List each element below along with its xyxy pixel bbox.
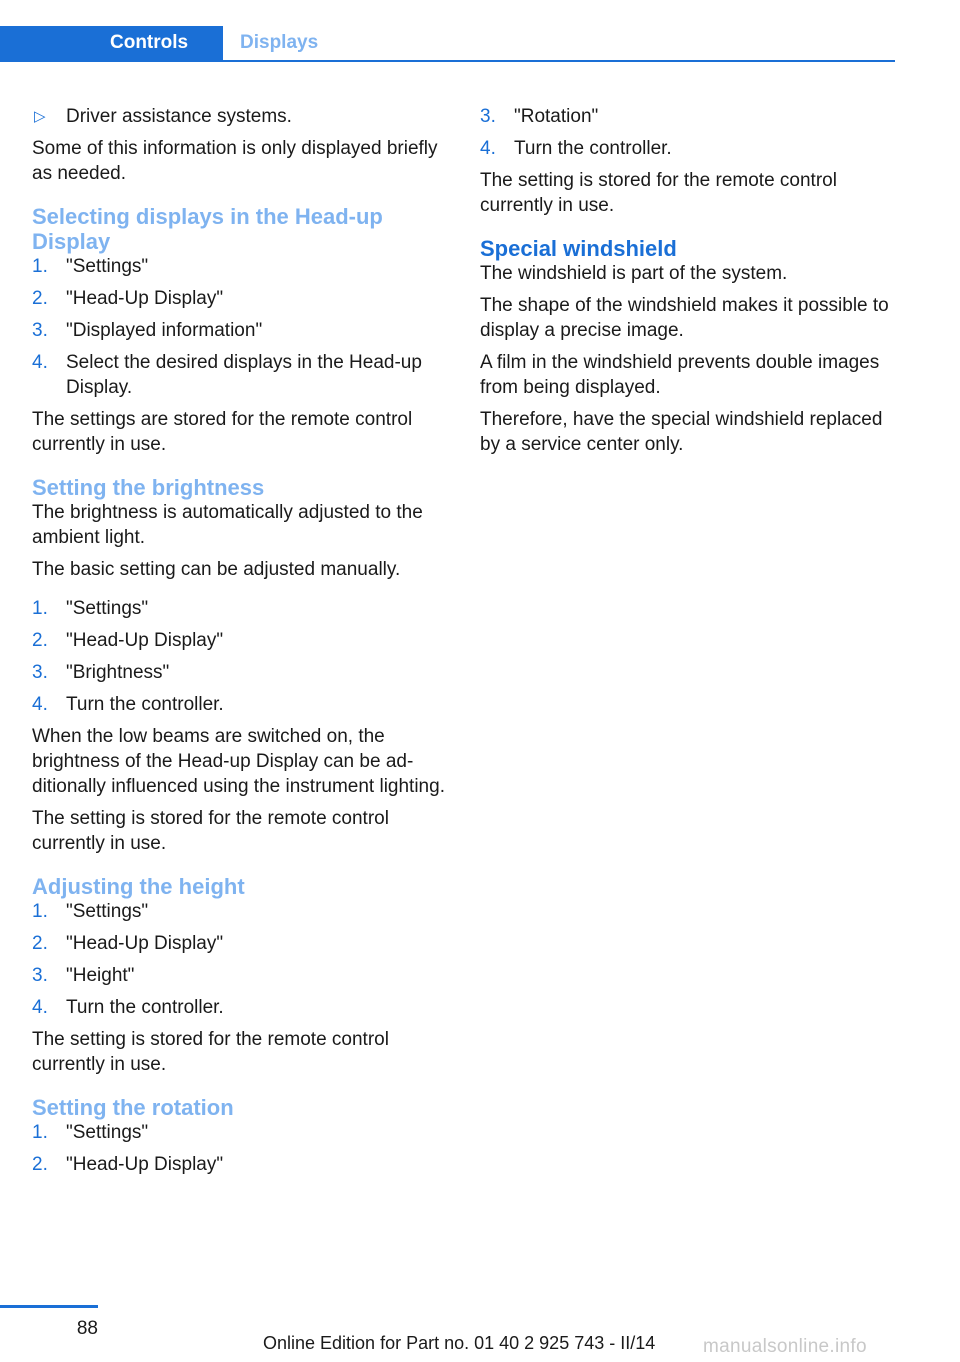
edition-text: Online Edition for Part no. 01 40 2 925 743 - II/14: [263, 1333, 656, 1353]
brightness-steps-list: [32, 596, 452, 717]
step-number: 1.: [32, 1122, 48, 1143]
step-text: "Settings": [66, 901, 149, 922]
step-text: "Settings": [66, 1122, 149, 1143]
section-heading-brightness: Setting the brightness: [32, 475, 265, 500]
step-number: 3.: [32, 662, 48, 683]
paragraph: The windshield is part of the system.: [480, 263, 788, 284]
paragraph: The shape of the windshield makes it possible to display a precise image.: [480, 295, 889, 341]
list-item: [32, 628, 452, 653]
step-text: "Head-Up Display": [66, 288, 224, 309]
list-item: [32, 931, 452, 956]
paragraph: When the low beams are switched on, the brightness of the Head-up Display can be additionally influenced using the instrument lighting.: [32, 726, 445, 797]
bullet-item: [32, 104, 452, 129]
step-text: "Settings": [66, 256, 149, 277]
list-item: [32, 660, 452, 685]
tab-controls[interactable]: Controls: [0, 26, 223, 60]
step-number: 4.: [32, 694, 48, 715]
step-text: "Head-Up Display": [66, 933, 224, 954]
chapter-tab-bar: [0, 26, 895, 62]
step-text: "Height": [66, 965, 135, 986]
step-text: Select the desired displays in the Head-up Display.: [66, 352, 422, 398]
step-text: "Settings": [66, 598, 149, 619]
list-item: [32, 1152, 452, 1177]
paragraph: A film in the windshield prevents double images from being displayed.: [480, 352, 880, 398]
step-text: "Brightness": [66, 662, 170, 683]
list-item: [32, 286, 452, 311]
paragraph: Some of this information is only displayed briefly as needed.: [32, 138, 438, 184]
step-number: 3.: [32, 965, 48, 986]
list-item: [32, 692, 452, 717]
list-item: [32, 318, 452, 343]
list-item: [32, 899, 452, 924]
rotation-steps-list-continued: [480, 104, 900, 161]
right-column: [480, 104, 900, 464]
paragraph: The setting is stored for the remote control currently in use.: [480, 170, 837, 216]
list-item: [32, 995, 452, 1020]
paragraph: Therefore, have the special windshield replaced by a service center only.: [480, 409, 883, 455]
step-text: "Head-Up Display": [66, 1154, 224, 1175]
footer-accent-line: [0, 1305, 98, 1308]
list-item: [32, 1120, 452, 1145]
step-number: 4.: [480, 138, 496, 159]
list-item: [32, 350, 452, 400]
step-number: 4.: [32, 352, 48, 373]
step-text: "Displayed information": [66, 320, 263, 341]
step-number: 1.: [32, 256, 48, 277]
step-text: Turn the controller.: [514, 138, 672, 159]
select-steps-list: [32, 254, 452, 400]
step-number: 2.: [32, 288, 48, 309]
step-number: 2.: [32, 933, 48, 954]
paragraph: The basic setting can be adjusted manually.: [32, 559, 401, 580]
paragraph: The brightness is automatically adjusted to the ambient light.: [32, 502, 423, 548]
paragraph: The setting is stored for the remote control currently in use.: [32, 808, 389, 854]
step-text: "Rotation": [514, 106, 599, 127]
step-text: Turn the controller.: [66, 997, 224, 1018]
list-item: [480, 136, 900, 161]
paragraph: The settings are stored for the remote control currently in use.: [32, 409, 413, 455]
left-column: [32, 104, 452, 1184]
step-number: 3.: [480, 106, 496, 127]
watermark: manualsonline.info: [703, 1336, 867, 1357]
section-heading-select-displays: Selecting displays in the Head-up Display: [32, 204, 383, 254]
step-text: "Head-Up Display": [66, 630, 224, 651]
list-item: [480, 104, 900, 129]
section-heading-height: Adjusting the height: [32, 874, 245, 899]
list-item: [32, 254, 452, 279]
list-item: [32, 963, 452, 988]
step-number: 2.: [32, 630, 48, 651]
step-text: Turn the controller.: [66, 694, 224, 715]
step-number: 2.: [32, 1154, 48, 1175]
step-number: 3.: [32, 320, 48, 341]
section-heading-special-windshield: Special windshield: [480, 236, 677, 261]
rotation-steps-list: [32, 1120, 452, 1177]
tab-displays[interactable]: Displays: [240, 32, 319, 53]
bullet-text: Driver assistance systems.: [66, 106, 292, 127]
height-steps-list: [32, 899, 452, 1020]
step-number: 1.: [32, 901, 48, 922]
list-item: [32, 596, 452, 621]
page-number: 88: [76, 1318, 98, 1339]
paragraph: The setting is stored for the remote control currently in use.: [32, 1029, 389, 1075]
section-heading-rotation: Setting the rotation: [32, 1095, 234, 1120]
step-number: 4.: [32, 997, 48, 1018]
step-number: 1.: [32, 598, 48, 619]
triangle-bullet-icon: ▷: [34, 108, 46, 125]
